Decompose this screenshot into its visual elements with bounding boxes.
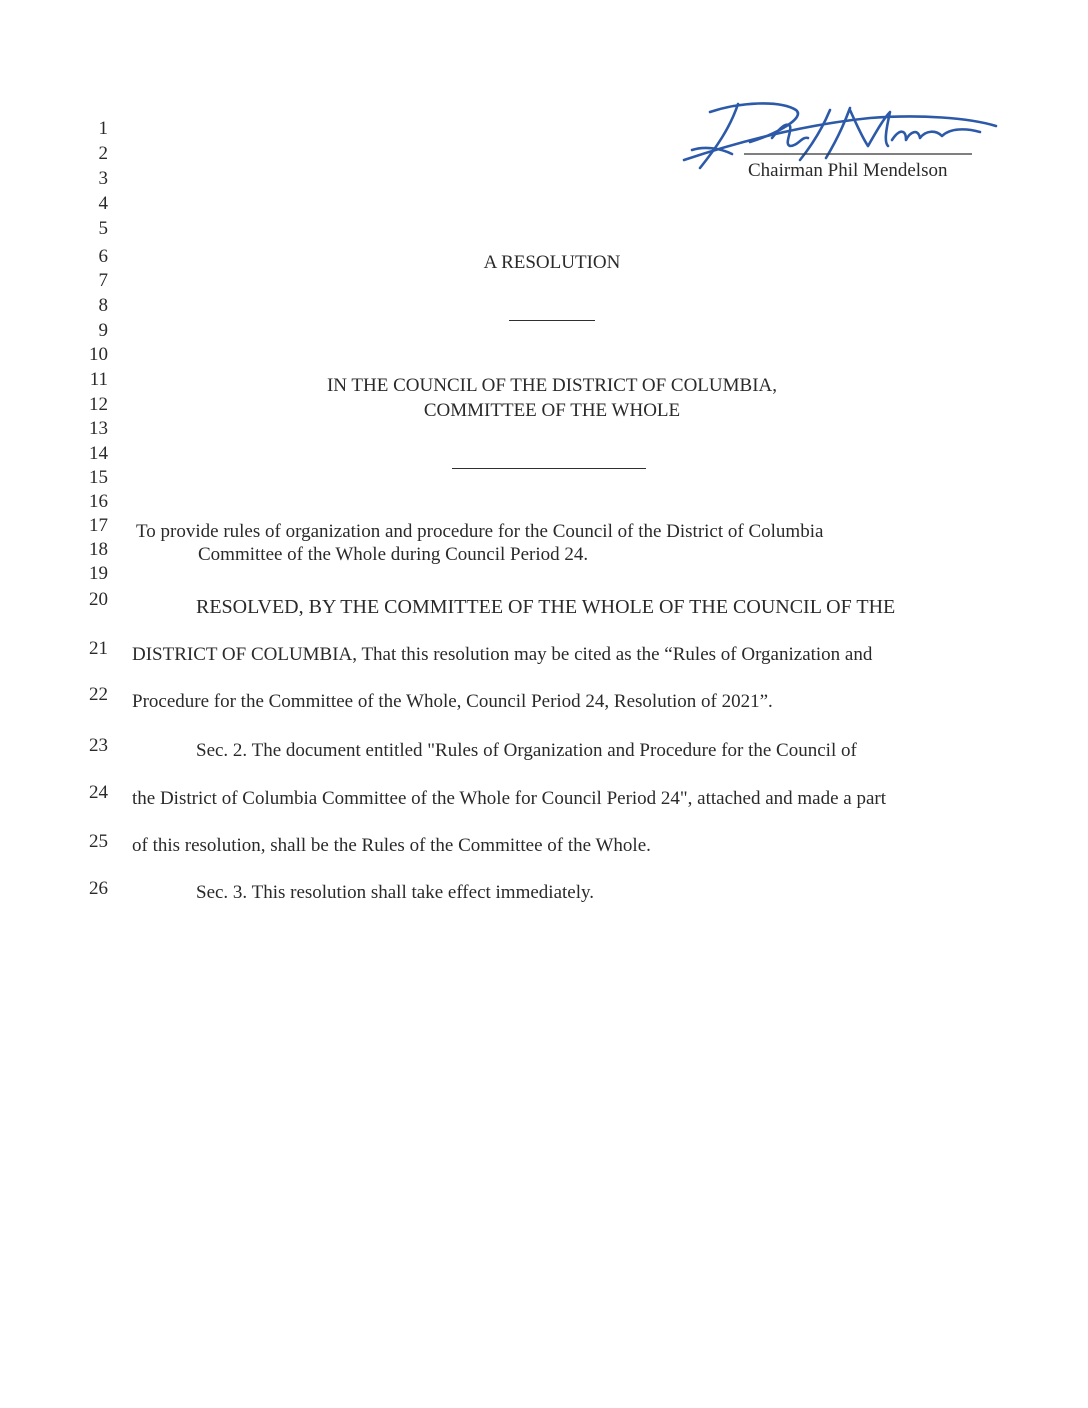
line-number: 10 <box>89 344 108 365</box>
purpose-line: To provide rules of organization and procedure for the Council of the District of Columbia <box>136 521 824 542</box>
line-number: 21 <box>89 638 108 659</box>
line-number: 7 <box>98 270 108 291</box>
line-number: 14 <box>89 443 108 464</box>
section-2: the District of Columbia Committee of the Whole for Council Period 24", attached and made a part <box>132 788 887 809</box>
line-number: 23 <box>89 735 108 756</box>
resolved-clause: Procedure for the Committee of the Whole, Council Period 24, Resolution of 2021”. <box>132 691 773 712</box>
line-number: 17 <box>89 515 108 536</box>
heading-divider <box>509 320 595 321</box>
line-number: 6 <box>98 246 108 267</box>
line-number: 15 <box>89 467 108 488</box>
signature-caption: Chairman Phil Mendelson <box>748 160 948 181</box>
line-number: 26 <box>89 878 108 899</box>
line-number: 18 <box>89 539 108 560</box>
resolved-clause: RESOLVED, BY THE COMMITTEE OF THE WHOLE OF THE COUNCIL OF THE <box>196 596 896 618</box>
council-divider <box>452 468 646 469</box>
line-number: 13 <box>89 418 108 439</box>
council-name: IN THE COUNCIL OF THE DISTRICT OF COLUMBIA, <box>326 375 778 396</box>
section-2: of this resolution, shall be the Rules of the Committee of the Whole. <box>132 835 651 856</box>
line-number: 8 <box>98 295 108 316</box>
committee-name: COMMITTEE OF THE WHOLE <box>423 400 681 421</box>
line-number: 22 <box>89 684 108 705</box>
purpose-line: Committee of the Whole during Council Period 24. <box>198 544 589 565</box>
line-number: 24 <box>89 782 108 803</box>
section-2: Sec. 2. The document entitled "Rules of Organization and Procedure for the Council of <box>196 740 857 761</box>
line-number: 16 <box>89 491 108 512</box>
line-number: 20 <box>89 589 108 610</box>
line-number: 11 <box>89 369 108 390</box>
section-3: Sec. 3. This resolution shall take effect immediately. <box>196 882 595 903</box>
line-number: 2 <box>98 143 108 164</box>
line-number: 1 <box>98 118 108 139</box>
line-number: 3 <box>98 168 108 189</box>
document-heading: A RESOLUTION <box>483 252 621 273</box>
line-number: 4 <box>98 193 108 214</box>
line-number: 9 <box>98 320 108 341</box>
resolved-clause: DISTRICT OF COLUMBIA, That this resolution may be cited as the “Rules of Organization and <box>132 644 873 665</box>
line-number: 25 <box>89 831 108 852</box>
line-number: 19 <box>89 563 108 584</box>
line-number: 12 <box>89 394 108 415</box>
line-number: 5 <box>98 218 108 239</box>
